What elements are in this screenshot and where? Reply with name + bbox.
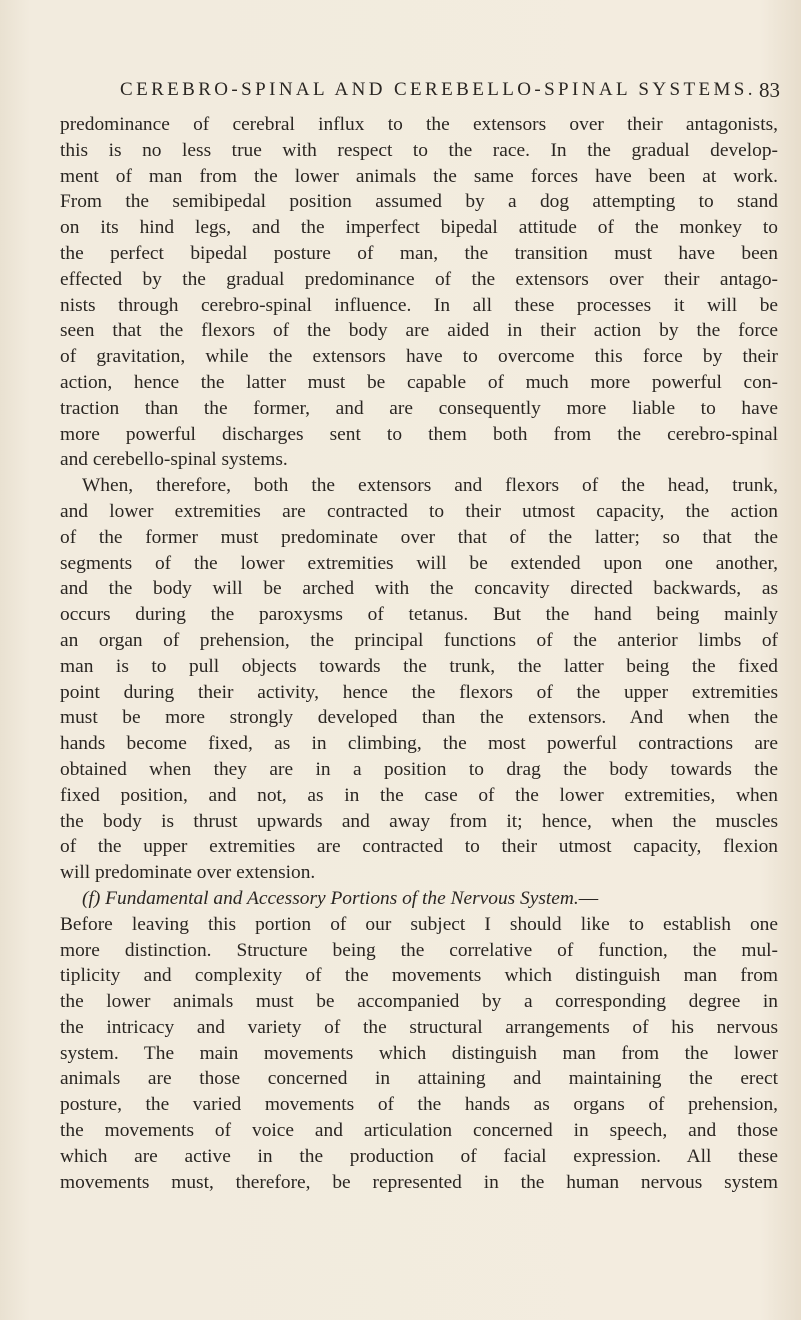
text-line: When, therefore, both the extensors and flexors of the head, trunk, bbox=[82, 475, 778, 497]
page-number: 83 bbox=[759, 78, 780, 102]
section-heading-dash: — bbox=[578, 887, 599, 909]
text-line: the perfect bipedal posture of man, the transition must have been bbox=[60, 242, 778, 264]
text-line: an organ of prehension, the principal functions of the anterior limbs of bbox=[60, 629, 778, 651]
text-line: effected by the gradual predominance of the extensors over their antago- bbox=[60, 268, 778, 290]
text-line: ment of man from the lower animals the same forces have been at work. bbox=[60, 165, 778, 187]
text-line: and cerebello-spinal systems. bbox=[60, 449, 288, 471]
text-line: predominance of cerebral influx to the extensors over their antagonists, bbox=[60, 114, 778, 135]
body-text bbox=[60, 112, 778, 1195]
text-line: From the semibipedal position assumed by a dog attempting to stand bbox=[60, 191, 778, 213]
text-line: more distinction. Structure being the correlative of function, the mul- bbox=[60, 939, 778, 961]
text-line: the movements of voice and articulation concerned in speech, and those bbox=[60, 1120, 778, 1142]
text-line: of the former must predominate over that of the latter; so that the bbox=[60, 526, 778, 548]
text-line: the intricacy and variety of the structural arrangements of his nervous bbox=[60, 1016, 778, 1038]
text-line: hands become fixed, as in climbing, the most powerful contractions are bbox=[60, 733, 778, 755]
text-line: and the body will be arched with the concavity directed backwards, as bbox=[60, 578, 778, 600]
text-line: of the upper extremities are contracted to their utmost capacity, flexion bbox=[60, 836, 778, 858]
text-line: which are active in the production of facial expression. All these bbox=[60, 1145, 778, 1167]
text-line: will predominate over extension. bbox=[60, 862, 316, 884]
text-line: Before leaving this portion of our subject I should like to establish one bbox=[60, 913, 778, 935]
section-heading-title: Fundamental and Accessory Portions of the Nervous System. bbox=[105, 887, 579, 909]
text-line: on its hind legs, and the imperfect bipedal attitude of the monkey to bbox=[60, 217, 778, 239]
text-line: movements must, therefore, be represented in the human nervous system bbox=[60, 1171, 778, 1193]
text-line: nists through cerebro-spinal influence. In all these processes it will be bbox=[60, 294, 778, 316]
text-line: must be more strongly developed than the extensors. And when the bbox=[60, 707, 778, 729]
text-line: man is to pull objects towards the trunk, the latter being the fixed bbox=[60, 655, 778, 677]
text-line: animals are those concerned in attaining and maintaining the erect bbox=[60, 1068, 778, 1090]
text-line: tiplicity and complexity of the movements which distinguish man from bbox=[60, 965, 778, 987]
section-heading-label: (f) bbox=[82, 887, 101, 909]
text-line: action, hence the latter must be capable of much more powerful con- bbox=[60, 371, 778, 393]
text-line: fixed position, and not, as in the case of the lower extremities, when bbox=[60, 784, 778, 806]
text-line: the lower animals must be accompanied by a corresponding degree in bbox=[60, 991, 778, 1013]
text-line: point during their activity, hence the flexors of the upper extremities bbox=[60, 681, 778, 703]
text-line: traction than the former, and are consequently more liable to have bbox=[60, 397, 778, 419]
section-heading bbox=[60, 886, 778, 912]
text-line: seen that the flexors of the body are aided in their action by the force bbox=[60, 320, 778, 342]
text-line: obtained when they are in a position to drag the body towards the bbox=[60, 758, 778, 780]
text-line: segments of the lower extremities will be extended upon one another, bbox=[60, 552, 778, 574]
text-line: of gravitation, while the extensors have to overcome this force by their bbox=[60, 346, 778, 368]
running-head-title: CEREBRO-SPINAL AND CEREBELLO-SPINAL SYSTEMS. bbox=[120, 79, 756, 100]
text-line: this is no less true with respect to the race. In the gradual develop- bbox=[60, 139, 778, 161]
text-line: more powerful discharges sent to them both from the cerebro-spinal bbox=[60, 423, 778, 445]
text-line: system. The main movements which distinguish man from the lower bbox=[60, 1042, 778, 1064]
text-line: the body is thrust upwards and away from it; hence, when the muscles bbox=[60, 810, 778, 832]
text-line: posture, the varied movements of the hands as organs of prehension, bbox=[60, 1094, 778, 1116]
running-head bbox=[60, 76, 780, 104]
text-line: occurs during the paroxysms of tetanus. But the hand being mainly bbox=[60, 604, 778, 626]
text-line: and lower extremities are contracted to their utmost capacity, the action bbox=[60, 500, 778, 522]
